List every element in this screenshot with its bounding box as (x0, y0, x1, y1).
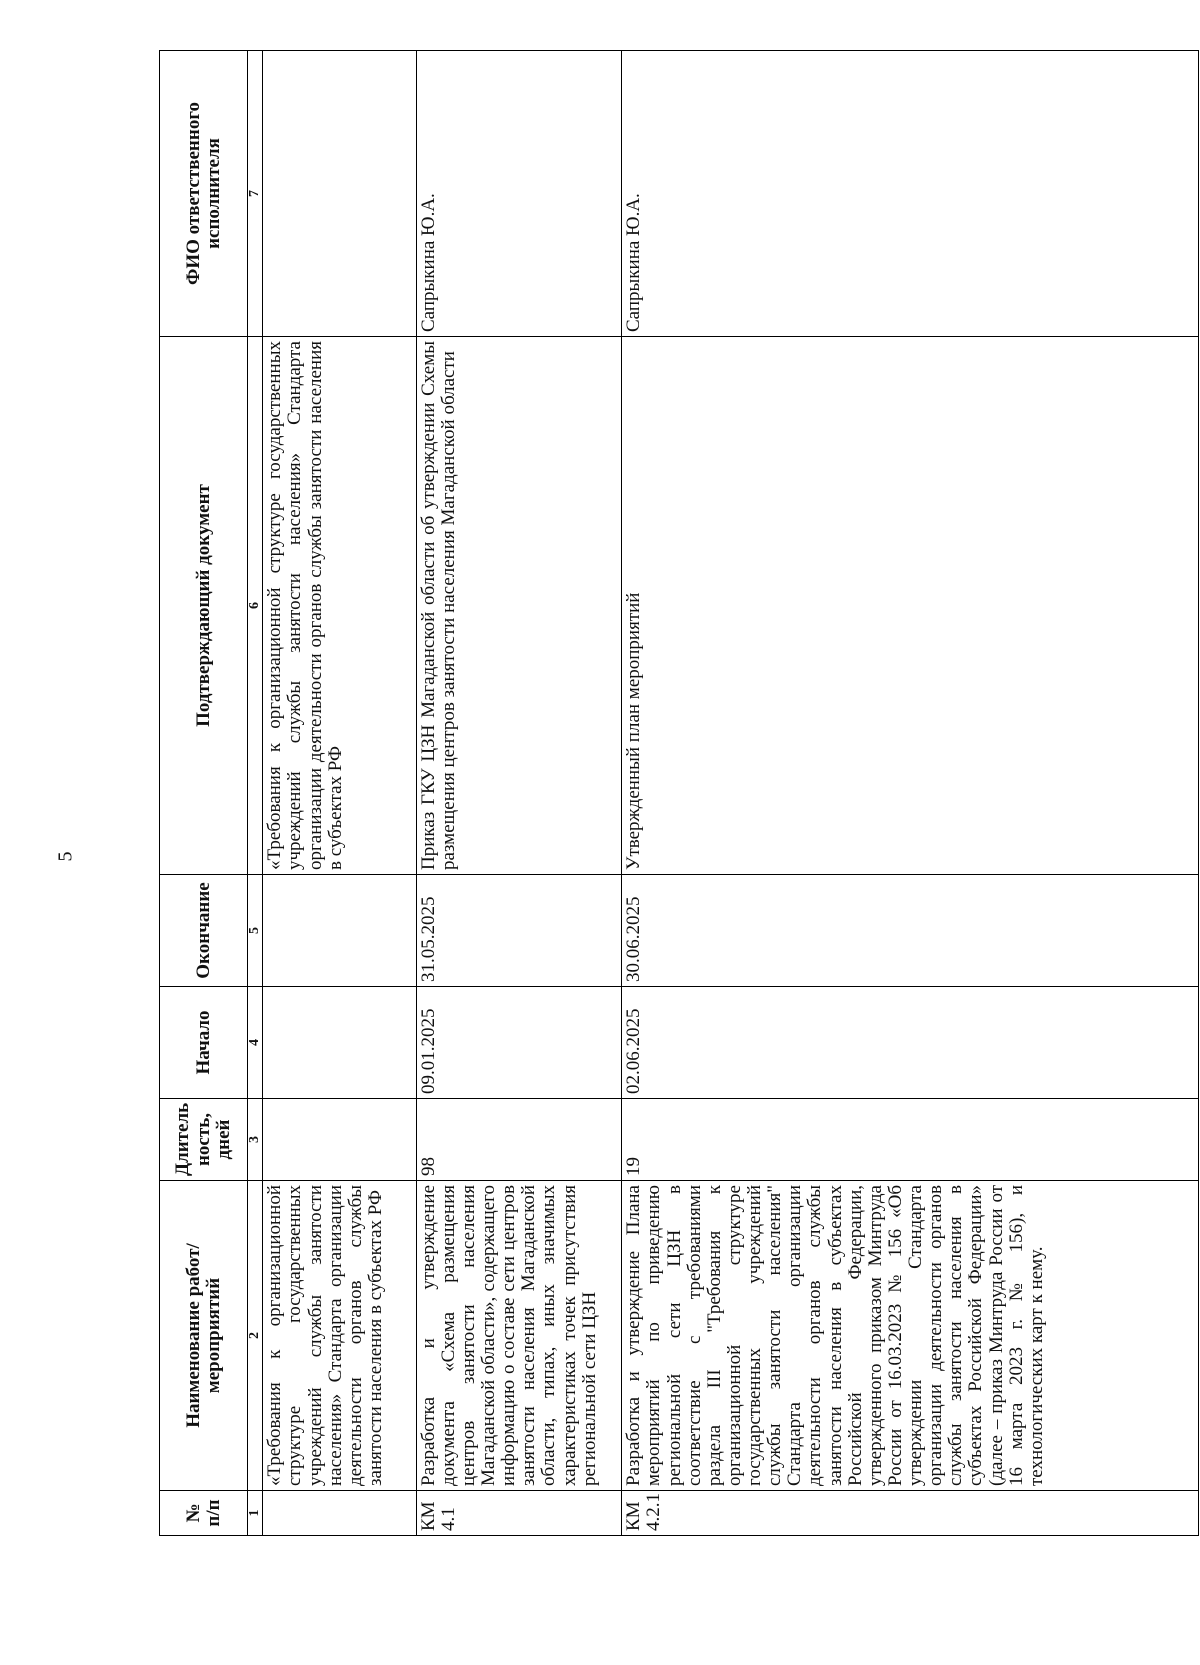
row-duration (263, 1099, 416, 1181)
row-num: КМ 4.1 (416, 1491, 622, 1536)
header-duration: Длитель ность, дней (160, 1099, 248, 1181)
column-number-row (248, 51, 263, 1536)
column-number: 5 (248, 875, 263, 987)
column-number: 3 (248, 1099, 263, 1181)
row-duration: 98 (416, 1099, 622, 1181)
rotated-table-container (159, 51, 1199, 1536)
row-name: «Требования к организационной структуре государственных учреждений службы занятости населения» Стандарта организации деятельности органов службы занятости населения в субъектах РФ (263, 1181, 416, 1491)
row-end: 30.06.2025 (622, 875, 1199, 987)
row-end: 31.05.2025 (416, 875, 622, 987)
header-document: Подтверждающий документ (160, 337, 248, 875)
row-num (263, 1491, 416, 1536)
column-number: 4 (248, 987, 263, 1099)
row-responsible: Сапрыкина Ю.А. (416, 51, 622, 337)
row-responsible: Сапрыкина Ю.А. (622, 51, 1199, 337)
table-row (263, 51, 416, 1536)
table-row (622, 51, 1199, 1536)
header-num: № п/п (160, 1491, 248, 1536)
row-num: КМ 4.2.1 (622, 1491, 1199, 1536)
header-name: Наименование работ/ мероприятий (160, 1181, 248, 1491)
header-start: Начало (160, 987, 248, 1099)
row-start: 02.06.2025 (622, 987, 1199, 1099)
table-header-row (160, 51, 248, 1536)
row-start: 09.01.2025 (416, 987, 622, 1099)
row-name: Разработка и утверждение Плана мероприятий по приведению региональной сети ЦЗН в соответствие с требованиями раздела III "Требования к организационной структуре государственных учреждений службы занятости населения" Стандарта организации деятельности органов службы занятости населения в субъектах Российской Федерации, утвержденного приказом Минтруда России от 16.03.2023 № 156 «Об утверждении Стандарта организации деятельности органов службы занятости населения в субъектах Российской Федерации» (далее – приказ Минтруда России от 16 марта 2023 г. № 156), и технологических карт к нему. (622, 1181, 1199, 1491)
row-name: Разработка и утверждение документа «Схема размещения центров занятости населения Магаданской области», содержащего информацию о составе сети центров занятости населения Магаданской области, типах, иных значимых характеристиках точек присутствия региональной сети ЦЗН (416, 1181, 622, 1491)
row-end (263, 875, 416, 987)
row-responsible (263, 51, 416, 337)
table-row (416, 51, 622, 1536)
column-number: 2 (248, 1181, 263, 1491)
column-number: 6 (248, 337, 263, 875)
row-document: «Требования к организационной структуре государственных учреждений службы занятости населения» Стандарта организации деятельности органов службы занятости населения в субъектах РФ (263, 337, 416, 875)
column-number: 1 (248, 1491, 263, 1536)
header-responsible: ФИО ответственного исполнителя (160, 51, 248, 337)
row-start (263, 987, 416, 1099)
work-plan-table (159, 50, 1199, 1536)
row-duration: 19 (622, 1099, 1199, 1181)
page-number: 5 (54, 851, 77, 862)
row-document: Приказ ГКУ ЦЗН Магаданской области об утверждении Схемы размещения центров занятости населения Магаданской области (416, 337, 622, 875)
column-number: 7 (248, 51, 263, 337)
row-document: Утвержденный план мероприятий (622, 337, 1199, 875)
header-end: Окончание (160, 875, 248, 987)
